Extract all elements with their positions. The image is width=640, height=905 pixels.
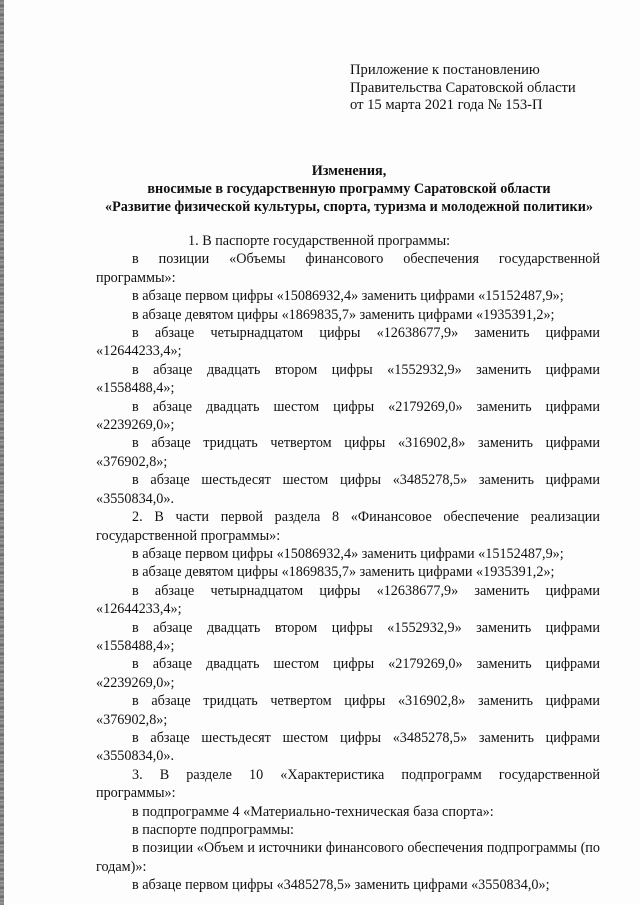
appendix-line-3: от 15 марта 2021 года № 153-П xyxy=(350,97,543,113)
paragraph-10: 2. В части первой раздела 8 «Финансовое обеспечение реализации государственной программы»: xyxy=(96,509,600,544)
document-body xyxy=(96,232,600,895)
scanned-page-edge xyxy=(0,0,4,905)
paragraph-1: 1. В паспорте государственной программы: xyxy=(188,233,451,249)
paragraph-18: 3. В разделе 10 «Характеристика подпрограмм государственной программы»: xyxy=(96,766,600,802)
document-title xyxy=(94,162,604,216)
appendix-line-2: Правительства Саратовской области xyxy=(350,79,576,96)
paragraph-5: в абзаце четырнадцатом цифры «12638677,9» заменить цифрами «12644233,4»; xyxy=(96,325,600,360)
paragraph-15: в абзаце двадцать шестом цифры «2179269,0» заменить цифрами «2239269,0»; xyxy=(96,656,600,691)
paragraph-14: в абзаце двадцать втором цифры «1552932,9» заменить цифрами «1558488,4»; xyxy=(96,619,600,654)
paragraph-19: в подпрограмме 4 «Материально-техническая база спорта»: xyxy=(132,803,494,820)
paragraph-12: в абзаце девятом цифры «1869835,7» заменить цифрами «1935391,2»; xyxy=(132,564,555,581)
paragraph-8: в абзаце тридцать четвертом цифры «316902,8» заменить цифрами «376902,8»; xyxy=(96,435,600,470)
title-line-1: Изменения, xyxy=(311,163,387,179)
appendix-line-1: Приложение к постановлению xyxy=(350,62,540,78)
title-line-3: «Развитие физической культуры, спорта, туризма и молодежной политики» xyxy=(105,199,593,215)
title-line-2: вносимые в государственную программу Саратовской области xyxy=(147,181,551,197)
paragraph-22: в абзаце первом цифры «3485278,5» заменить цифрами «3550834,0»; xyxy=(132,877,550,894)
paragraph-4: в абзаце девятом цифры «1869835,7» заменить цифрами «1935391,2»; xyxy=(132,306,555,323)
appendix-header xyxy=(350,62,576,115)
paragraph-17: в абзаце шестьдесят шестом цифры «3485278,5» заменить цифрами «3550834,0». xyxy=(96,729,600,765)
paragraph-16: в абзаце тридцать четвертом цифры «316902,8» заменить цифрами «376902,8»; xyxy=(96,693,600,728)
paragraph-7: в абзаце двадцать шестом цифры «2179269,0» заменить цифрами «2239269,0»; xyxy=(96,398,600,434)
paragraph-21: в позиции «Объем и источники финансового обеспечения подпрограммы (по годам)»: xyxy=(96,840,600,875)
paragraph-6: в абзаце двадцать втором цифры «1552932,9» заменить цифрами «1558488,4»; xyxy=(96,361,600,397)
paragraph-13: в абзаце четырнадцатом цифры «12638677,9» заменить цифрами «12644233,4»; xyxy=(96,582,600,618)
paragraph-2: в позиции «Объемы финансового обеспечения государственной программы»: xyxy=(96,251,600,286)
paragraph-9: в абзаце шестьдесят шестом цифры «3485278,5» заменить цифрами «3550834,0». xyxy=(96,472,600,507)
paragraph-3: в абзаце первом цифры «15086932,4» заменить цифрами «15152487,9»; xyxy=(132,288,564,305)
paragraph-11: в абзаце первом цифры «15086932,4» заменить цифрами «15152487,9»; xyxy=(132,545,564,562)
paragraph-20: в паспорте подпрограммы: xyxy=(132,822,294,838)
